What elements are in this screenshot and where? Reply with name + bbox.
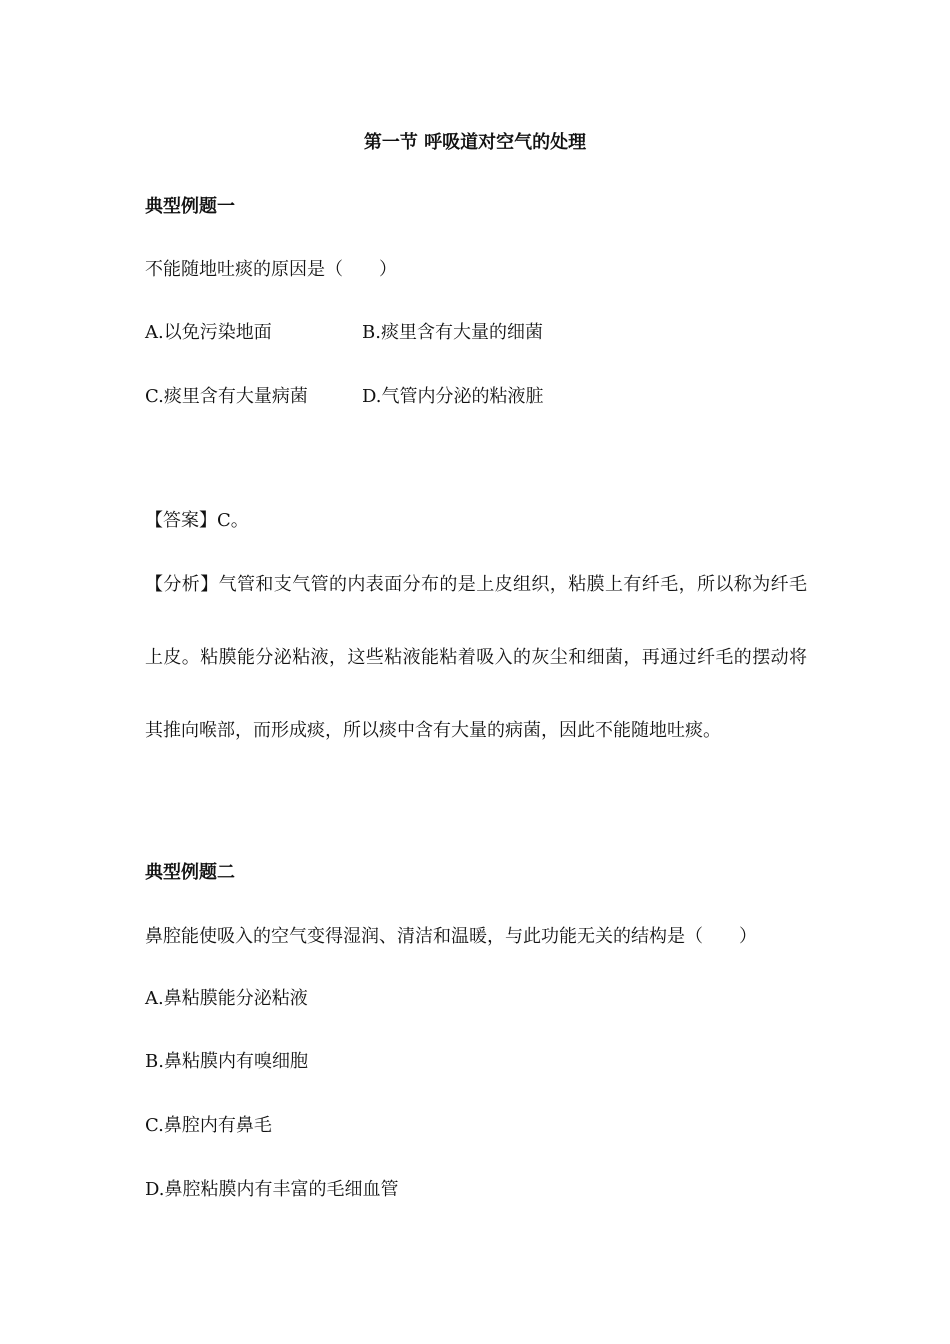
section-title: 第一节 呼吸道对空气的处理 [363,132,587,153]
example-1-answer: 【答案】C。 [145,510,249,531]
example-2-option-d: D.鼻腔粘膜内有丰富的毛细血管 [145,1179,399,1200]
example-2-question: 鼻腔能使吸入的空气变得湿润、清洁和温暖，与此功能无关的结构是（ ） [145,926,757,947]
example-1-option-d: D.气管内分泌的粘液脏 [362,386,544,407]
example-1-option-c: C.痰里含有大量病菌 [145,386,308,407]
example-1-heading: 典型例题一 [145,196,235,217]
example-2-option-c: C.鼻腔内有鼻毛 [145,1115,272,1136]
example-1-option-a: A.以免污染地面 [145,322,272,343]
example-2-heading: 典型例题二 [145,862,235,883]
example-2-option-a: A.鼻粘膜能分泌粘液 [145,988,308,1009]
example-1-question: 不能随地吐痰的原因是（ ） [145,259,397,280]
example-1-option-b: B.痰里含有大量的细菌 [362,322,543,343]
example-1-analysis: 【分析】气管和支气管的内表面分布的是上皮组织，粘膜上有纤毛，所以称为纤毛上皮。粘膜能分泌粘液，这些粘液能粘着吸入的灰尘和细菌，再通过纤毛的摆动将其推向喉部，而形成痰，所以痰中含有大量的病菌，因此不能随地吐痰。 [145,574,807,741]
example-2-option-b: B.鼻粘膜内有嗅细胞 [145,1051,308,1072]
